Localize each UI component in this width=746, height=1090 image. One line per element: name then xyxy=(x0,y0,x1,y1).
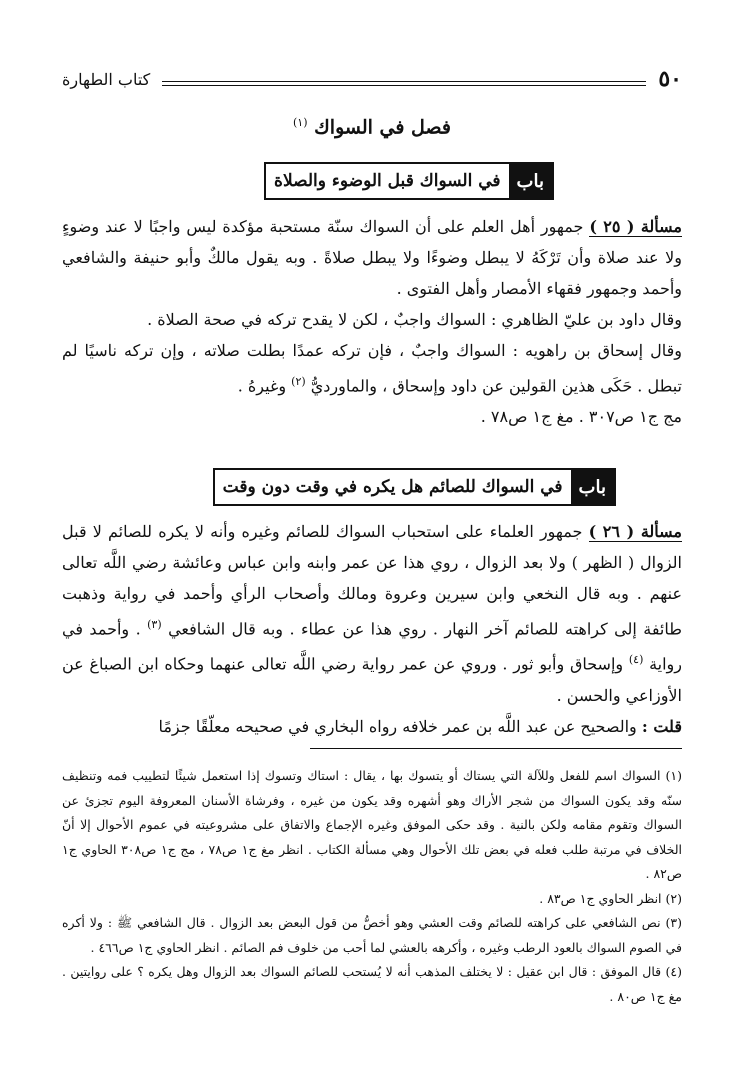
section-heading xyxy=(62,116,682,138)
footnote-ref: (٤) xyxy=(628,653,644,667)
footnote-separator xyxy=(310,748,682,749)
chapter-heading-box xyxy=(264,162,554,200)
masala-paragraph xyxy=(62,211,682,304)
footnote: (١) السواك اسم للفعل وللآلة التي يستاك أو يتسوك بها ، يقال : استاك وتسوك إذا استعمل شيئًا لتطييب فمه وتنظيف سنّه وقد يكون السواك من شجر الأراك وهو أشهره وقد يكون من غيره ، وفرشاة الأسنان المعروفة اليوم تجزئ عن السواك وتقوم مقامه ولكن بالنية . وقد حكى الموفق وغيره الإجماع والاتفاق على مشروعيته في عموم الأحوال إلا أنّ الخلاف في مرتبة طلب فعله في بعض تلك الأحوال وهي مسألة الكتاب . انظر مغ ج١ ص٧٨ ، مج ج١ ص٣٠٨ الحاوي ج١ ص٨٢ . xyxy=(62,768,682,881)
paragraph xyxy=(62,711,682,742)
footnote: (٣) نص الشافعي على كراهته للصائم وقت العشي وهو أخصُّ من قول البعض بعد الزوال . قال الشافعي ﷺ : ولا أكره في الصوم السواك بالعود الرطب وغيره ، وأكرهه بالعشي لما أحب من خلوف فم الصائم . انظر الحاوي ج١ ص٤٦٦ . xyxy=(62,915,682,955)
page-number: ٥٠ xyxy=(658,66,682,92)
paragraph xyxy=(62,304,682,335)
paragraph-text: جمهور العلماء على استحباب السواك للصائم وغيره وأنه لا يكره للصائم لا قبل الزوال ( الظهر ) ولا بعد الزوال ، روي هذا عن عمر وابنه وابن عباس وعائشة رضي اللَّه تعالى عنهم . وبه قال النخعي وابن سيرين وعروة ومالك وأصحاب الرأي وأحمد في رواية وذهبت طائفة إلى كراهته للصائم آخر النهار . روي هذا عن عطاء . وبه قال الشافعي xyxy=(62,522,682,639)
footnote: (٤) قال الموفق : قال ابن عقيل : لا يختلف المذهب أنه لا يُستحب للصائم السواك بعد الزوال وهل يكره ؟ على روايتين . مغ ج١ ص٨٠ . xyxy=(62,964,682,1004)
paragraph-text: والصحيح عن عبد اللَّه بن عمر خلافه رواه البخاري في صحيحه معلّقًا جزمًا xyxy=(158,716,642,736)
source-reference xyxy=(62,401,682,432)
paragraph-text: مج ج١ ص٣٠٧ . مغ ج١ ص٧٨ . xyxy=(480,407,682,427)
paragraph-text: وقال داود بن عليّ الظاهري : السواك واجبٌ ، لكن لا يقدح تركه في صحة الصلاة . xyxy=(147,310,682,329)
chapter-heading-box xyxy=(213,468,616,506)
paragraph-text: وقال إسحاق بن راهويه : السواك واجبٌ ، فإن تركه عمدًا بطلت صلاته ، وإن تركه ناسيًا لم تبطل . حَكَى هذين القولين عن داود وإسحاق ، والماورديُّ xyxy=(62,341,683,396)
paragraph xyxy=(62,335,682,401)
chapter-title: في السواك قبل الوضوء والصلاة xyxy=(274,171,501,191)
chapter-body xyxy=(62,211,682,432)
footnote-ref: (٣) xyxy=(147,618,162,631)
masala-label: مسألة ( ٢٦ ) xyxy=(588,522,682,541)
paragraph-text: وغيرهُ . xyxy=(237,376,292,396)
running-header xyxy=(62,62,682,90)
paragraph-text: وإسحاق وأبو ثور . وروي عن عمر رواية رضي اللَّه تعالى عنهما وحكاه ابن الصباغ عن الأوزاعي والحسن . xyxy=(62,654,682,705)
header-double-rule xyxy=(162,81,646,86)
footnote: (٢) انظر الحاوي ج١ ص٨٣ . xyxy=(539,890,682,906)
chapter-tag: باب xyxy=(571,470,614,504)
paragraph-text: جمهور أهل العلم على أن السواك سنّة مستحبة مؤكدة ليس واجبًا لا عند وضوءٍ ولا عند صلاة وأن تَرْكَهُ لا يبطل وضوءًا ولا يبطل صلاةً . وبه يقول مالكٌ وأبو حنيفة والشافعي وأحمد وجمهور فقهاء الأمصار وأهل الفتوى . xyxy=(62,217,682,298)
section-title: فصل في السواك xyxy=(314,116,451,139)
qultu-label: قلت : xyxy=(641,716,682,736)
chapter-title: في السواك للصائم هل يكره في وقت دون وقت xyxy=(222,477,563,497)
footnotes xyxy=(62,764,682,1009)
paragraph-text: . وأحمد في رواية xyxy=(62,619,682,674)
chapter-tag: باب xyxy=(509,164,552,198)
book-title: كتاب الطهارة xyxy=(62,70,151,89)
footnote-ref: (١) xyxy=(292,116,308,129)
masala-label: مسألة ( ٢٥ ) xyxy=(589,217,683,236)
footnote-ref: (٢) xyxy=(291,375,306,388)
masala-paragraph xyxy=(62,516,682,711)
chapter-body xyxy=(62,516,682,742)
